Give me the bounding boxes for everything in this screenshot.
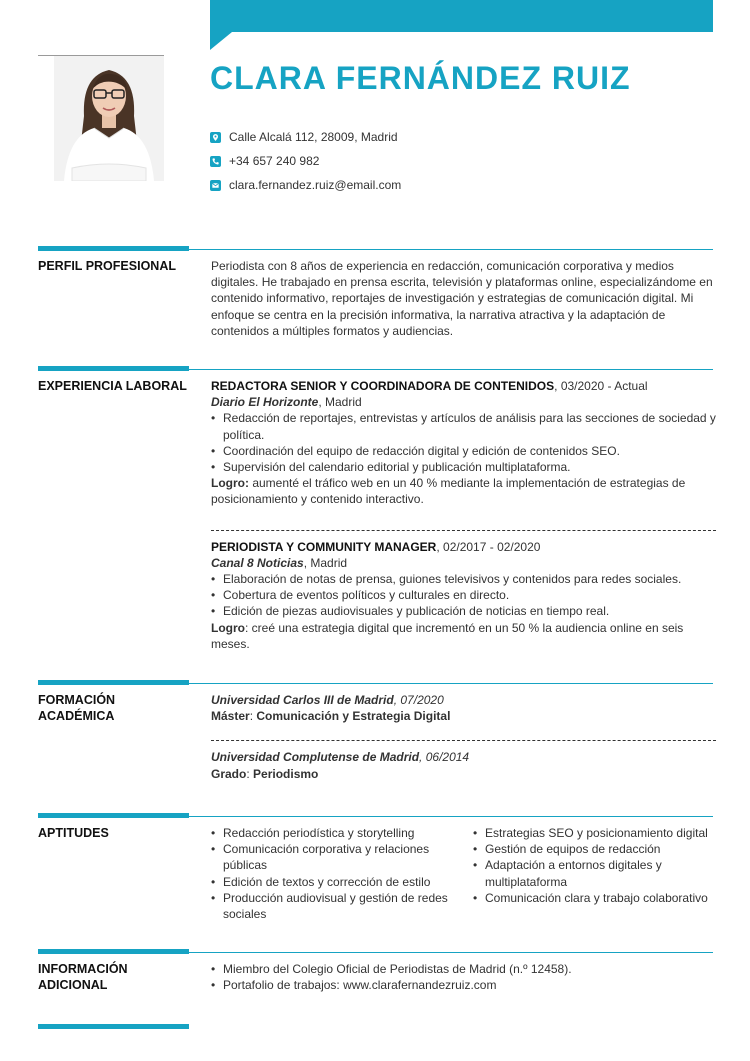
list-item: • Miembro del Colegio Oficial de Periodistas de Madrid (n.º 12458). — [211, 961, 716, 977]
section-content — [211, 692, 716, 782]
section-title: PERFIL PROFESIONAL — [38, 259, 176, 273]
job-entry — [211, 539, 716, 652]
skills-column-2 — [473, 825, 718, 922]
degree-label: Máster — [211, 709, 250, 724]
phone-text[interactable]: +34 657 240 982 — [229, 154, 320, 168]
logro-label: Logro — [211, 620, 245, 635]
contact-info — [210, 125, 401, 197]
section-content — [211, 378, 716, 652]
list-item: • Cobertura de eventos políticos y culturales en directo. — [211, 587, 716, 603]
list-item: • Coordinación del equipo de redacción digital y edición de contenidos SEO. — [211, 443, 716, 459]
additional-list — [211, 961, 716, 993]
section-content — [211, 961, 716, 993]
section-divider — [189, 249, 713, 250]
job-entry — [211, 378, 716, 508]
candidate-name: CLARA FERNÁNDEZ RUIZ — [210, 60, 631, 96]
job-role: REDACTORA SENIOR Y COORDINADORA DE CONTENIDOS — [211, 379, 555, 393]
list-item: • Edición de textos y corrección de estilo — [211, 874, 473, 890]
address-text: Calle Alcalá 112, 28009, Madrid — [229, 130, 398, 144]
email-text[interactable]: clara.fernandez.ruiz@email.com — [229, 178, 402, 192]
section-accent-bar — [38, 949, 189, 954]
header-accent-bar — [210, 0, 713, 32]
perfil-text: Periodista con 8 años de experiencia en redacción, comunicación corporativa y medios digitales. He trabajado en prensa escrita, televisión y plataformas online, especializándome en contenido informativo, reportajes de investigación y estrategias de comunicación digital. Mi enfoque se centra en la precisión informativa, la narrativa atractiva y la adaptación de contenidos a múltiples formatos y audiencias. — [211, 259, 713, 338]
section-divider — [189, 816, 713, 817]
section-divider — [189, 683, 713, 684]
school-name: Universidad Carlos III de Madrid — [211, 693, 394, 707]
list-item: • Comunicación clara y trabajo colaborativo — [473, 890, 718, 906]
job-role: PERIODISTA Y COMMUNITY MANAGER — [211, 539, 437, 554]
section-aptitudes — [38, 813, 713, 938]
contact-email — [210, 173, 401, 197]
education-entry: Universidad Carlos III de Madrid, 07/2020 Máster: Comunicación y Estrategia Digital — [211, 693, 451, 724]
job-dates: , 03/2020 - Actual — [554, 379, 648, 393]
dashed-divider — [211, 740, 716, 741]
job-company: Canal 8 Noticias — [211, 555, 304, 570]
school-name: Universidad Complutense de Madrid — [211, 750, 420, 765]
section-divider — [189, 369, 713, 370]
school-date: , 06/2014 — [419, 750, 470, 765]
contact-address — [210, 125, 401, 149]
section-accent-bar — [38, 246, 189, 251]
footer-accent-bar — [38, 1024, 189, 1029]
section-divider — [189, 952, 713, 953]
education-entry: Universidad Complutense de Madrid, 06/2014 Grado: Periodismo — [211, 750, 470, 781]
section-perfil — [38, 246, 713, 356]
list-item: • Supervisión del calendario editorial y publicación multiplataforma. — [211, 459, 716, 475]
logro-text: : creé una estrategia digital que incrementó en un 50 % la audiencia online en seis meses. — [211, 620, 684, 651]
phone-icon — [210, 156, 221, 167]
job-company: Diario El Horizonte — [211, 395, 319, 410]
list-item: • Edición de piezas audiovisuales y publicación de noticias en tiempo real. — [211, 603, 716, 619]
section-title: FORMACIÓN ACADÉMICA — [38, 693, 116, 723]
degree-name: Periodismo — [253, 766, 319, 781]
job-location: , Madrid — [303, 555, 348, 570]
header-accent-notch — [210, 32, 232, 50]
location-pin-icon — [210, 132, 221, 143]
job-location: , Madrid — [318, 395, 362, 410]
section-formacion — [38, 680, 713, 800]
section-experiencia — [38, 366, 716, 666]
degree-name: Comunicación y Estrategia Digital — [256, 709, 451, 724]
section-adicional — [38, 949, 713, 1009]
job-bullets — [211, 571, 716, 620]
logro-text: aumenté el tráfico web en un 40 % mediante la implementación de estrategias de posicionamiento y contenido interactivo. — [211, 476, 686, 507]
profile-photo — [54, 56, 164, 181]
skills-column-1 — [211, 825, 473, 922]
list-item: • Elaboración de notas de prensa, guiones televisivos y contenidos para redes sociales. — [211, 571, 716, 587]
list-item: • Comunicación corporativa y relaciones públicas — [211, 841, 473, 873]
email-icon — [210, 180, 221, 191]
list-item: • Gestión de equipos de redacción — [473, 841, 718, 857]
contact-phone — [210, 149, 401, 173]
section-title: EXPERIENCIA LABORAL — [38, 379, 187, 393]
list-item: • Redacción periodística y storytelling — [211, 825, 473, 841]
list-item: • Adaptación a entornos digitales y multiplataforma — [473, 857, 718, 889]
job-bullets — [211, 410, 716, 475]
list-item[interactable]: • Portafolio de trabajos: www.clarafernandezruiz.com — [211, 977, 716, 993]
dashed-divider — [211, 530, 716, 531]
section-accent-bar — [38, 813, 189, 818]
job-dates: , 02/2017 - 02/2020 — [436, 539, 541, 554]
section-title: INFORMACIÓN ADICIONAL — [38, 962, 128, 992]
list-item: • Redacción de reportajes, entrevistas y artículos de análisis para las secciones de sociedad y política. — [211, 410, 716, 442]
logro-label: Logro: — [211, 476, 249, 491]
section-content — [211, 825, 721, 922]
section-content — [211, 258, 716, 339]
list-item: • Producción audiovisual y gestión de redes sociales — [211, 890, 473, 922]
school-date: , 07/2020 — [393, 693, 444, 707]
section-title: APTITUDES — [38, 826, 109, 840]
degree-label: Grado — [211, 766, 247, 781]
section-accent-bar — [38, 680, 189, 685]
section-accent-bar — [38, 366, 189, 371]
list-item: • Estrategias SEO y posicionamiento digital — [473, 825, 718, 841]
